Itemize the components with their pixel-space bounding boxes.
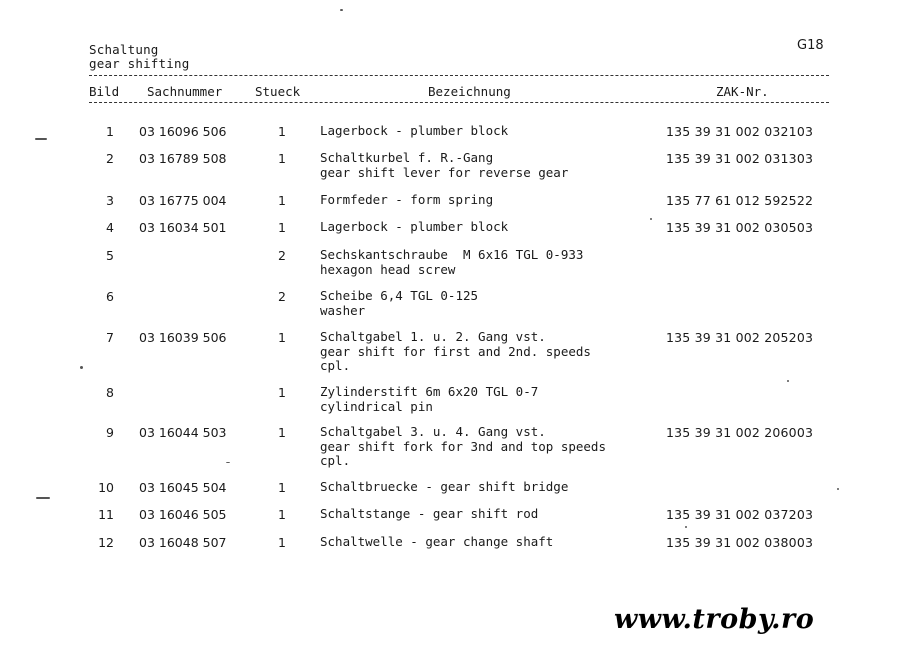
cell-stueck: 1 bbox=[278, 507, 286, 522]
bezeichnung-line: Schaltstange - gear shift rod bbox=[320, 506, 539, 521]
cell-bild: 10 bbox=[98, 480, 114, 495]
column-header-bild: Bild bbox=[89, 84, 120, 99]
column-header-stueck: Stueck bbox=[255, 84, 301, 99]
cell-sachnummer: 03 16789 508 bbox=[139, 151, 227, 166]
cell-bild: 4 bbox=[106, 220, 114, 235]
cell-bezeichnung bbox=[320, 124, 508, 139]
cell-bezeichnung bbox=[320, 425, 606, 469]
cell-bezeichnung bbox=[320, 507, 538, 522]
bezeichnung-line: cpl. bbox=[320, 358, 351, 373]
cell-bild: 11 bbox=[98, 507, 114, 522]
cell-bezeichnung bbox=[320, 220, 508, 235]
bezeichnung-line: Schaltbruecke - gear shift bridge bbox=[320, 479, 569, 494]
cell-bild: 2 bbox=[106, 151, 114, 166]
cell-sachnummer: 03 16046 505 bbox=[139, 507, 227, 522]
cell-bezeichnung bbox=[320, 193, 493, 208]
cell-bild: 7 bbox=[106, 330, 114, 345]
cell-bild: 3 bbox=[106, 193, 114, 208]
bezeichnung-line: Scheibe 6,4 TGL 0-125 bbox=[320, 288, 479, 303]
cell-zak-nr: 135 39 31 002 031303 bbox=[666, 151, 814, 166]
scan-speck bbox=[787, 380, 789, 382]
cell-zak-nr: 135 77 61 012 592522 bbox=[666, 193, 814, 208]
cell-stueck: 1 bbox=[278, 535, 286, 550]
cell-sachnummer: 03 16039 506 bbox=[139, 330, 227, 345]
cell-stueck: 1 bbox=[278, 220, 286, 235]
cell-zak-nr: 135 39 31 002 037203 bbox=[666, 507, 814, 522]
cell-bezeichnung bbox=[320, 480, 568, 495]
cell-bezeichnung bbox=[320, 330, 591, 374]
cell-sachnummer: 03 16034 501 bbox=[139, 220, 227, 235]
cell-sachnummer: 03 16044 503 bbox=[139, 425, 227, 440]
scan-speck bbox=[80, 366, 83, 369]
scan-speck bbox=[650, 218, 652, 220]
cell-sachnummer: 03 16096 506 bbox=[139, 124, 227, 139]
cell-bild: 12 bbox=[98, 535, 114, 550]
bezeichnung-line: cylindrical pin bbox=[320, 398, 433, 414]
scan-speck bbox=[226, 462, 230, 463]
cell-stueck: 1 bbox=[278, 480, 286, 495]
cell-stueck: 2 bbox=[278, 248, 286, 263]
bezeichnung-line: Lagerbock - plumber block bbox=[320, 123, 509, 138]
cell-stueck: 1 bbox=[278, 385, 286, 400]
watermark-url: www.troby.ro bbox=[614, 604, 815, 635]
cell-bild: 6 bbox=[106, 289, 114, 304]
scan-mark bbox=[35, 138, 47, 140]
bezeichnung-line: Schaltkurbel f. R.-Gang bbox=[320, 150, 494, 165]
cell-stueck: 1 bbox=[278, 193, 286, 208]
bezeichnung-line: Formfeder - form spring bbox=[320, 192, 494, 207]
bezeichnung-line: hexagon head screw bbox=[320, 261, 456, 277]
cell-stueck: 1 bbox=[278, 330, 286, 345]
cell-bezeichnung bbox=[320, 248, 583, 277]
cell-bild: 9 bbox=[106, 425, 114, 440]
cell-sachnummer: 03 16775 004 bbox=[139, 193, 227, 208]
cell-bild: 8 bbox=[106, 385, 114, 400]
bezeichnung-line: cpl. bbox=[320, 453, 351, 468]
cell-stueck: 1 bbox=[278, 124, 286, 139]
cell-sachnummer: 03 16045 504 bbox=[139, 480, 227, 495]
cell-zak-nr: 135 39 31 002 030503 bbox=[666, 220, 814, 235]
section-title-english: gear shifting bbox=[89, 56, 190, 71]
column-header-sachnummer: Sachnummer bbox=[147, 84, 223, 99]
scan-speck bbox=[837, 488, 839, 490]
column-header-zak-nr: ZAK-Nr. bbox=[716, 84, 769, 99]
cell-zak-nr: 135 39 31 002 032103 bbox=[666, 124, 814, 139]
bezeichnung-line: Schaltwelle - gear change shaft bbox=[320, 534, 554, 549]
cell-stueck: 1 bbox=[278, 425, 286, 440]
bezeichnung-line: washer bbox=[320, 302, 366, 318]
cell-zak-nr: 135 39 31 002 205203 bbox=[666, 330, 814, 345]
bezeichnung-line: Schaltgabel 3. u. 4. Gang vst. bbox=[320, 424, 546, 439]
page-number: G18 bbox=[797, 38, 824, 53]
scan-speck bbox=[685, 526, 687, 528]
bezeichnung-line: gear shift for first and 2nd. speeds bbox=[320, 343, 591, 359]
cell-bild: 5 bbox=[106, 248, 114, 263]
cell-bild: 1 bbox=[106, 124, 114, 139]
bezeichnung-line: gear shift lever for reverse gear bbox=[320, 164, 569, 180]
bezeichnung-line: Schaltgabel 1. u. 2. Gang vst. bbox=[320, 329, 546, 344]
scan-speck bbox=[340, 9, 343, 11]
cell-zak-nr: 135 39 31 002 206003 bbox=[666, 425, 814, 440]
header-rule-top bbox=[89, 75, 829, 76]
column-header-bezeichnung: Bezeichnung bbox=[428, 84, 511, 99]
cell-stueck: 2 bbox=[278, 289, 286, 304]
cell-sachnummer: 03 16048 507 bbox=[139, 535, 227, 550]
cell-bezeichnung bbox=[320, 385, 538, 414]
bezeichnung-line: Zylinderstift 6m 6x20 TGL 0-7 bbox=[320, 384, 539, 399]
bezeichnung-line: Sechskantschraube M 6x16 TGL 0-933 bbox=[320, 247, 584, 262]
cell-zak-nr: 135 39 31 002 038003 bbox=[666, 535, 814, 550]
cell-bezeichnung bbox=[320, 151, 568, 180]
section-title-german: Schaltung bbox=[89, 42, 159, 57]
cell-bezeichnung bbox=[320, 289, 478, 318]
bezeichnung-line: Lagerbock - plumber block bbox=[320, 219, 509, 234]
cell-bezeichnung bbox=[320, 535, 553, 550]
bezeichnung-line: gear shift fork for 3nd and top speeds bbox=[320, 438, 606, 454]
scan-mark bbox=[36, 497, 50, 499]
cell-stueck: 1 bbox=[278, 151, 286, 166]
header-rule-bottom bbox=[89, 102, 829, 103]
